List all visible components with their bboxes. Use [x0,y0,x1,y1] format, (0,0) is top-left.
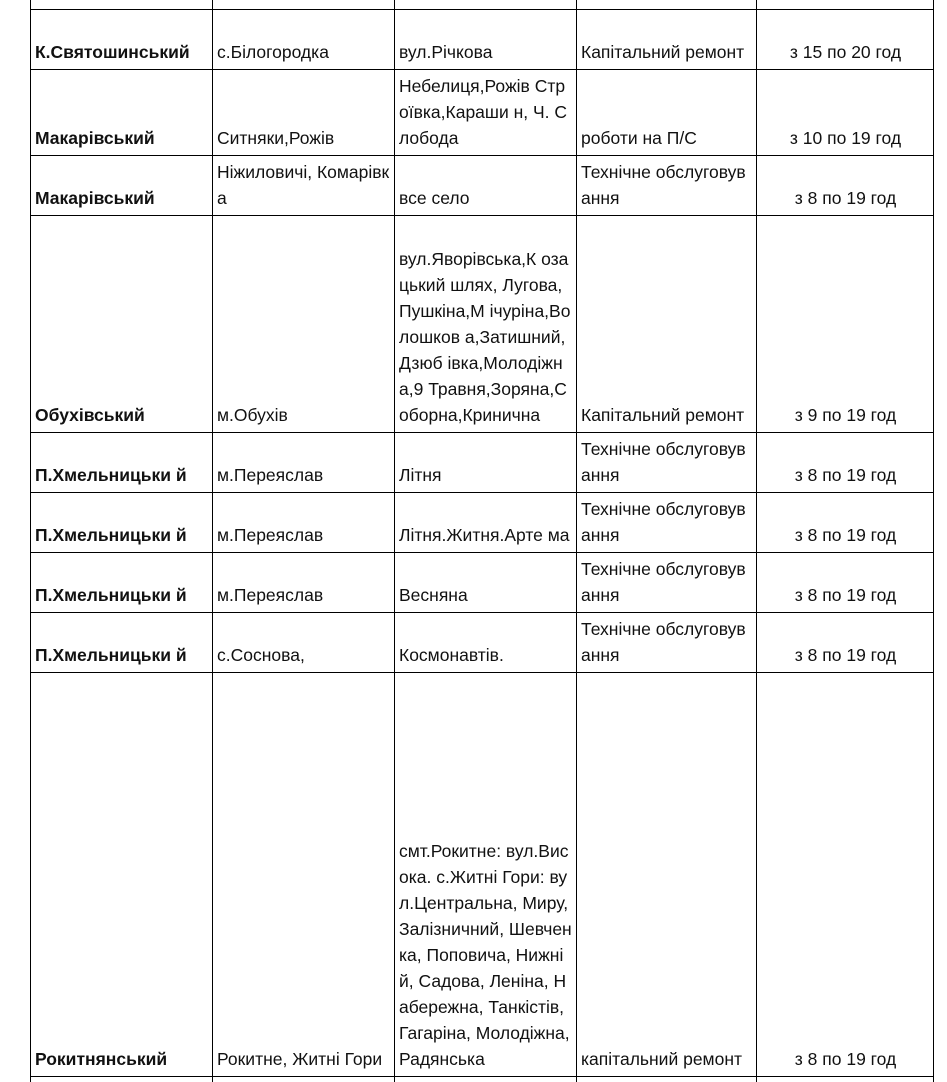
table-cell [395,1077,577,1082]
streets-cell: все село [395,156,577,216]
table-row [31,156,934,216]
table-row [31,613,934,673]
table-row [31,216,934,433]
work-type-cell: Технічне обслуговування [577,493,757,553]
settlement-cell: м.Обухів [213,216,395,433]
table-row [31,553,934,613]
table-row [31,433,934,493]
time-cell: з 9 по 19 год [757,216,934,433]
table-cell [31,0,213,10]
district-cell: П.Хмельницьки й [31,553,213,613]
work-type-cell: Капітальний ремонт [577,216,757,433]
settlement-cell: с.Білогородка [213,10,395,70]
table-cell [757,0,934,10]
time-cell: з 15 по 20 год [757,10,934,70]
work-type-cell: Капітальний ремонт [577,10,757,70]
streets-cell: Небелиця,Рожів Строївка,Караши н, Ч. Слобода [395,70,577,156]
work-type-cell: Технічне обслуговування [577,433,757,493]
settlement-cell: м.Переяслав [213,493,395,553]
settlement-cell: с.Соснова, [213,613,395,673]
district-cell: П.Хмельницьки й [31,613,213,673]
district-cell: Макарівський [31,156,213,216]
work-type-cell: капітальний ремонт [577,673,757,1077]
district-cell: Макарівський [31,70,213,156]
table-row [31,493,934,553]
streets-cell: смт.Рокитне: вул.Висока. с.Житні Гори: вул.Центральна, Миру, Залізничний, Шевченка, Поповича, Нижній, Садова, Леніна, Набережна, Танкістів, Гагаріна, Молодіжна, Радянська [395,673,577,1077]
table-cell [213,1077,395,1082]
settlement-cell: Ніжиловичі, Комарівка [213,156,395,216]
settlement-cell: Ситняки,Рожів [213,70,395,156]
table-row-partial-bottom [31,1077,934,1082]
district-cell: Обухівський [31,216,213,433]
time-cell: з 8 по 19 год [757,156,934,216]
table-row-partial-top [31,0,934,10]
table-cell [213,0,395,10]
time-cell: з 8 по 19 год [757,493,934,553]
table-row [31,673,934,1077]
outage-schedule-table [30,0,934,1082]
table-cell [577,0,757,10]
district-cell: К.Святошинський [31,10,213,70]
district-cell: П.Хмельницьки й [31,433,213,493]
streets-cell: Літня.Житня.Арте ма [395,493,577,553]
streets-cell: вул.Річкова [395,10,577,70]
time-cell: з 8 по 19 год [757,673,934,1077]
settlement-cell: м.Переяслав [213,433,395,493]
time-cell: з 8 по 19 год [757,433,934,493]
streets-cell: Весняна [395,553,577,613]
work-type-cell: Технічне обслуговування [577,613,757,673]
work-type-cell: Технічне обслуговування [577,156,757,216]
work-type-cell: роботи на П/С [577,70,757,156]
time-cell: з 10 по 19 год [757,70,934,156]
settlement-cell: м.Переяслав [213,553,395,613]
table-cell [395,0,577,10]
streets-cell: вул.Яворівська,К озацький шлях, Лугова,Пушкіна,М ічуріна,Волошков а,Затишний,Дзюб івка,Молодіжна,9 Травня,Зоряна,С оборна,Кринична [395,216,577,433]
table-row [31,10,934,70]
settlement-cell: Рокитне, Житні Гори [213,673,395,1077]
table-cell [31,1077,213,1082]
table-row [31,70,934,156]
table-cell [757,1077,934,1082]
table-cell [577,1077,757,1082]
work-type-cell: Технічне обслуговування [577,553,757,613]
district-cell: Рокитнянський [31,673,213,1077]
streets-cell: Космонавтів. [395,613,577,673]
district-cell: П.Хмельницьки й [31,493,213,553]
streets-cell: Літня [395,433,577,493]
time-cell: з 8 по 19 год [757,613,934,673]
time-cell: з 8 по 19 год [757,553,934,613]
